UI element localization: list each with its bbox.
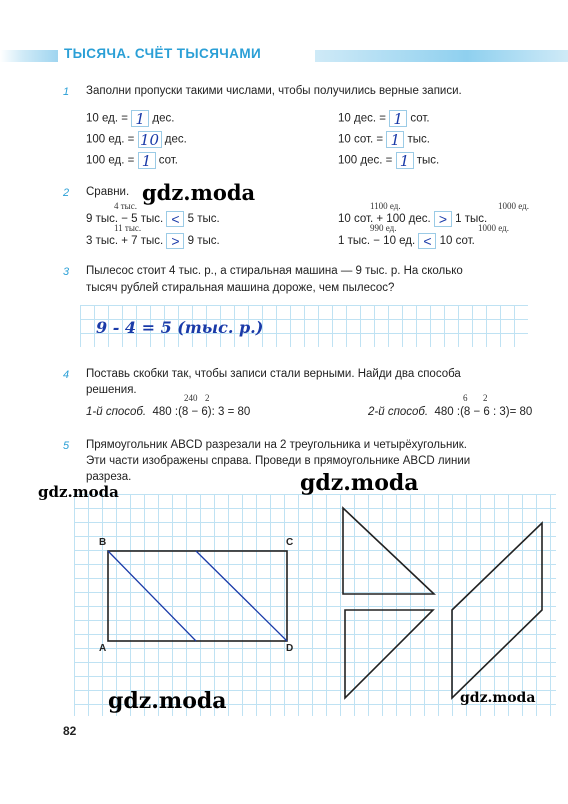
task4-way2: 2-й способ. 480 :(8 − 6 : 3)= 80 bbox=[368, 406, 533, 418]
task5-text-line2: Эти части изображены справа. Проведи в прямоугольнике ABCD линии bbox=[86, 455, 471, 467]
task4-way1: 1-й способ. 480 :(8 − 6): 3 = 80 bbox=[86, 406, 251, 418]
cut-line bbox=[196, 551, 287, 641]
task4-text-line1: Поставь скобки так, чтобы записи стали верными. Найди два способа bbox=[86, 368, 461, 380]
note: 4 тыс. bbox=[114, 201, 137, 211]
task2-text: Сравни. bbox=[86, 186, 130, 198]
page-title: ТЫСЯЧА. СЧЁТ ТЫСЯЧАМИ bbox=[64, 46, 262, 61]
task2-row-3: 10 сот. + 100 дес. > 1 тыс. bbox=[338, 211, 488, 227]
task5-text-line1: Прямоугольник ABCD разрезали на 2 треугольника и четырёхугольник. bbox=[86, 439, 467, 451]
rectangle-abcd bbox=[108, 551, 287, 641]
task1-row-4: 10 дес. = 1 сот. bbox=[338, 110, 430, 128]
page-number: 82 bbox=[63, 724, 77, 738]
watermark: gdz.moda bbox=[38, 483, 119, 501]
task2-row-2: 3 тыс. + 7 тыс. > 9 тыс. bbox=[86, 233, 220, 249]
compare-box: < bbox=[166, 211, 184, 227]
answer-box: 1 bbox=[131, 110, 149, 127]
label-a: A bbox=[99, 643, 107, 654]
watermark: gdz.moda bbox=[108, 688, 227, 714]
task2-row-1: 9 тыс. − 5 тыс. < 5 тыс. bbox=[86, 211, 220, 227]
watermark: gdz.moda bbox=[300, 470, 419, 496]
label-c: C bbox=[286, 537, 294, 548]
note: 1100 ед. bbox=[370, 201, 401, 211]
note: 1000 ед. bbox=[478, 223, 509, 233]
task1-text: Заполни пропуски такими числами, чтобы получились верные записи. bbox=[86, 85, 462, 97]
compare-box: > bbox=[434, 211, 452, 227]
watermark: gdz.moda bbox=[142, 180, 256, 205]
answer-box: 1 bbox=[386, 131, 404, 148]
note: 1000 ед. bbox=[498, 201, 529, 211]
note: 2 bbox=[205, 393, 210, 403]
task5-text-line3: разреза. bbox=[86, 471, 132, 483]
note: 6 bbox=[463, 393, 468, 403]
label-d: D bbox=[286, 643, 294, 654]
cut-line bbox=[108, 551, 196, 641]
answer-box: 1 bbox=[138, 152, 156, 169]
task3-text-line2: тысяч рублей стиральная машина дороже, чем пылесос? bbox=[86, 282, 395, 294]
triangle-piece bbox=[345, 610, 433, 698]
task3-number: 3 bbox=[63, 266, 70, 278]
compare-box: < bbox=[418, 233, 436, 249]
label-b: B bbox=[99, 537, 107, 548]
task1-row-1: 10 ед. = 1 дес. bbox=[86, 110, 175, 128]
note: 11 тыс. bbox=[114, 223, 142, 233]
task4-number: 4 bbox=[63, 369, 70, 381]
task2-number: 2 bbox=[63, 187, 70, 199]
note: 240 bbox=[184, 393, 198, 403]
compare-box: > bbox=[166, 233, 184, 249]
answer-box: 1 bbox=[389, 110, 407, 127]
task1-row-5: 10 сот. = 1 тыс. bbox=[338, 131, 430, 149]
answer-box: 1 bbox=[396, 152, 414, 169]
task1-number: 1 bbox=[63, 86, 70, 98]
note: 2 bbox=[483, 393, 488, 403]
note: 990 ед. bbox=[370, 223, 397, 233]
task1-row-6: 100 дес. = 1 тыс. bbox=[338, 152, 440, 170]
task1-row-3: 100 ед. = 1 сот. bbox=[86, 152, 178, 170]
triangle-piece bbox=[343, 508, 434, 594]
task4-text-line2: решения. bbox=[86, 384, 137, 396]
task5-number: 5 bbox=[63, 440, 70, 452]
watermark: gdz.moda bbox=[460, 690, 536, 706]
task3-text-line1: Пылесос стоит 4 тыс. р., а стиральная машина — 9 тыс. р. На сколько bbox=[86, 265, 463, 277]
task1-row-2: 100 ед. = 10 дес. bbox=[86, 131, 187, 149]
task3-answer: 9 - 4 = 5 (тыс. р.) bbox=[96, 318, 264, 337]
answer-box: 10 bbox=[138, 131, 162, 148]
task2-row-4: 1 тыс. − 10 ед. < 10 сот. bbox=[338, 233, 475, 249]
quadrilateral-piece bbox=[452, 523, 542, 698]
